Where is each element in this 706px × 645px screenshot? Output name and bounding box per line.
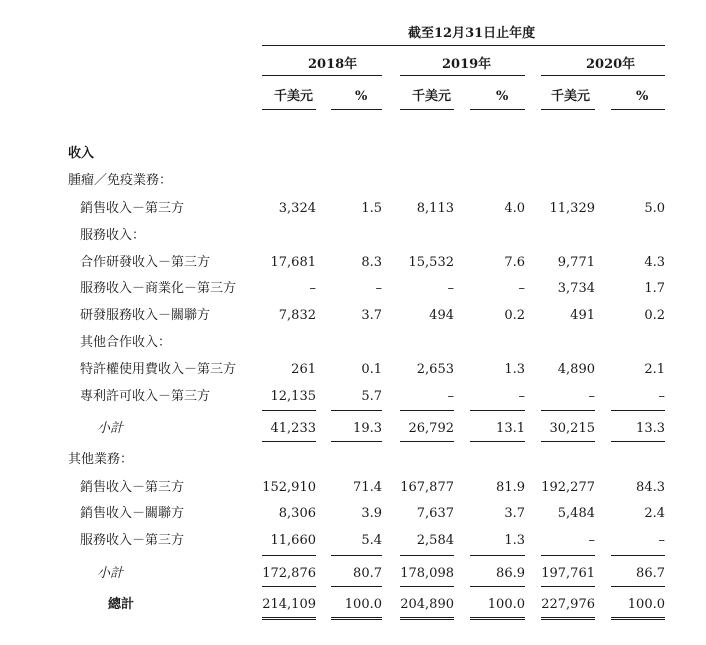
unit-label-2019: 千美元 <box>412 89 452 104</box>
cell: 80.7 <box>353 566 382 581</box>
subtotal-label: 小計 <box>97 566 124 581</box>
row-label: 收入 <box>68 146 95 161</box>
cell: 2.4 <box>644 506 665 521</box>
total-label: 總計 <box>108 597 135 612</box>
cell: 3,734 <box>557 281 595 296</box>
pct-label-2020: % <box>636 89 649 104</box>
cell: 261 <box>291 362 316 377</box>
subtotal-rule <box>262 441 316 442</box>
cell: 197,761 <box>541 566 595 581</box>
cell: 1.3 <box>504 362 525 377</box>
cell: 1.5 <box>361 201 382 216</box>
year-2018-header: 2018年 <box>308 57 358 72</box>
cell: – <box>588 389 595 404</box>
subtotal-rule <box>262 555 316 556</box>
pct-label-2018: % <box>355 89 368 104</box>
cell: 5.7 <box>361 389 382 404</box>
cell: 7,637 <box>416 506 454 521</box>
cell: 214,109 <box>262 597 316 612</box>
cell: 8,113 <box>416 201 454 216</box>
row-label: 專利許可收入－第三方 <box>80 389 211 404</box>
cell: 13.3 <box>636 421 665 436</box>
cell: 152,910 <box>262 480 316 495</box>
row-label: 其他合作收入： <box>80 335 172 350</box>
subtotal-rule <box>331 441 382 442</box>
row-label: 銷售收入－第三方 <box>80 201 185 216</box>
cell: 3,324 <box>278 201 316 216</box>
cell: 41,233 <box>270 421 316 436</box>
year-2020-rule <box>541 75 665 76</box>
unit-label-2018: 千美元 <box>274 89 314 104</box>
cell: 227,976 <box>541 597 595 612</box>
cell: 5,484 <box>557 506 595 521</box>
pct-label-2019: % <box>496 89 509 104</box>
subtotal-rule <box>611 586 665 587</box>
row-label: 特許權使用費收入－第三方 <box>80 362 237 377</box>
cell: 3.7 <box>504 506 525 521</box>
row-label: 腫瘤／免疫業務： <box>68 173 173 188</box>
subtotal-rule <box>541 441 595 442</box>
subtotal-rule <box>611 441 665 442</box>
total-double-rule <box>400 617 454 623</box>
subtotal-rule <box>262 410 316 411</box>
cell: 2,584 <box>416 533 454 548</box>
cell: 9,771 <box>557 255 595 270</box>
cell: – <box>658 389 665 404</box>
col-rule <box>400 109 454 110</box>
year-2020-header: 2020年 <box>586 57 636 72</box>
cell: – <box>518 389 525 404</box>
cell: 0.1 <box>361 362 382 377</box>
subtotal-rule <box>470 555 525 556</box>
cell: 167,877 <box>400 480 454 495</box>
year-2019-rule <box>400 75 525 76</box>
subtotal-rule <box>541 555 595 556</box>
cell: 0.2 <box>504 308 525 323</box>
subtotal-rule <box>611 410 665 411</box>
cell: 81.9 <box>496 480 525 495</box>
cell: 192,277 <box>541 480 595 495</box>
cell: 172,876 <box>262 566 316 581</box>
cell: 2,653 <box>416 362 454 377</box>
year-2019-header: 2019年 <box>442 57 492 72</box>
cell: – <box>447 389 454 404</box>
cell: 204,890 <box>400 597 454 612</box>
cell: 11,329 <box>549 201 595 216</box>
cell: 1.7 <box>644 281 665 296</box>
subtotal-rule <box>331 586 382 587</box>
cell: – <box>658 533 665 548</box>
cell: – <box>588 533 595 548</box>
row-label: 銷售收入－關聯方 <box>80 506 185 521</box>
col-rule <box>541 109 595 110</box>
cell: 178,098 <box>400 566 454 581</box>
unit-label-2020: 千美元 <box>551 89 591 104</box>
subtotal-rule <box>400 441 454 442</box>
period-rule <box>262 45 665 46</box>
cell: 3.9 <box>361 506 382 521</box>
cell: 0.2 <box>644 308 665 323</box>
year-2018-rule <box>262 75 382 76</box>
cell: – <box>309 281 316 296</box>
cell: – <box>375 281 382 296</box>
total-double-rule <box>331 617 382 623</box>
cell: 2.1 <box>644 362 665 377</box>
cell: – <box>447 281 454 296</box>
col-rule <box>262 109 316 110</box>
cell: 8,306 <box>278 506 316 521</box>
row-label: 服務收入： <box>80 228 146 243</box>
total-double-rule <box>541 617 595 623</box>
cell: 1.3 <box>504 533 525 548</box>
cell: 12,135 <box>270 389 316 404</box>
cell: 100.0 <box>487 597 525 612</box>
cell: 100.0 <box>627 597 665 612</box>
cell: 86.7 <box>636 566 665 581</box>
cell: 71.4 <box>353 480 382 495</box>
subtotal-label: 小計 <box>97 421 124 436</box>
cell: 5.4 <box>361 533 382 548</box>
subtotal-rule <box>331 555 382 556</box>
period-header: 截至12月31日止年度 <box>408 26 536 41</box>
cell: 8.3 <box>361 255 382 270</box>
row-label: 其他業務： <box>68 452 134 467</box>
cell: 4.0 <box>504 201 525 216</box>
cell: 4.3 <box>644 255 665 270</box>
subtotal-rule <box>541 410 595 411</box>
cell: 11,660 <box>270 533 316 548</box>
cell: 19.3 <box>353 421 382 436</box>
cell: 84.3 <box>636 480 665 495</box>
col-rule <box>331 109 382 110</box>
subtotal-rule <box>400 410 454 411</box>
row-label: 服務收入－商業化－第三方 <box>80 281 237 296</box>
cell: 5.0 <box>644 201 665 216</box>
subtotal-rule <box>470 586 525 587</box>
cell: 7,832 <box>278 308 316 323</box>
subtotal-rule <box>400 555 454 556</box>
cell: 491 <box>570 308 595 323</box>
subtotal-rule <box>470 441 525 442</box>
row-label: 服務收入－第三方 <box>80 533 185 548</box>
cell: 100.0 <box>344 597 382 612</box>
cell: 4,890 <box>557 362 595 377</box>
cell: 30,215 <box>549 421 595 436</box>
col-rule <box>611 109 665 110</box>
cell: 13.1 <box>496 421 525 436</box>
subtotal-rule <box>331 410 382 411</box>
subtotal-rule <box>262 586 316 587</box>
cell: – <box>518 281 525 296</box>
cell: 26,792 <box>408 421 454 436</box>
cell: 7.6 <box>504 255 525 270</box>
subtotal-rule <box>541 586 595 587</box>
cell: 15,532 <box>408 255 454 270</box>
cell: 3.7 <box>361 308 382 323</box>
total-double-rule <box>611 617 665 623</box>
subtotal-rule <box>400 586 454 587</box>
subtotal-rule <box>611 555 665 556</box>
row-label: 銷售收入－第三方 <box>80 480 185 495</box>
cell: 86.9 <box>496 566 525 581</box>
col-rule <box>470 109 525 110</box>
total-double-rule <box>470 617 525 623</box>
row-label: 研發服務收入－關聯方 <box>80 308 211 323</box>
subtotal-rule <box>470 410 525 411</box>
total-double-rule <box>262 617 316 623</box>
cell: 494 <box>429 308 454 323</box>
row-label: 合作研發收入－第三方 <box>80 255 211 270</box>
cell: 17,681 <box>270 255 316 270</box>
